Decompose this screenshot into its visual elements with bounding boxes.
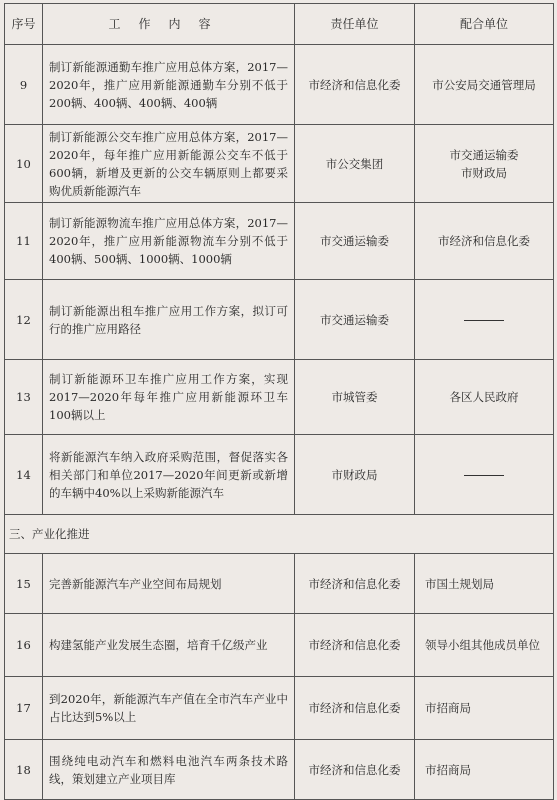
row-work: 构建氢能产业发展生态圈，培育千亿级产业: [43, 614, 295, 677]
row-resp: 市交通运输委: [295, 203, 415, 280]
row-resp: 市财政局: [295, 435, 415, 515]
table-row: [5, 45, 554, 125]
row-coop-empty: [415, 280, 554, 360]
header-row: [5, 4, 554, 45]
row-coop: 领导小组其他成员单位: [415, 614, 554, 677]
row-num: 15: [5, 554, 43, 614]
row-resp: 市交通运输委: [295, 280, 415, 360]
table-row: [5, 554, 554, 614]
section-title: 三、产业化推进: [5, 515, 554, 554]
row-coop: 市经济和信息化委: [415, 203, 554, 280]
row-num: 18: [5, 740, 43, 800]
table-row: [5, 280, 554, 360]
row-work: 围绕纯电动汽车和燃料电池汽车两条技术路线，策划建立产业项目库: [43, 740, 295, 800]
table-row: [5, 125, 554, 203]
table-row: [5, 360, 554, 435]
row-coop: 市公安局交通管理局: [415, 45, 554, 125]
row-num: 10: [5, 125, 43, 203]
row-resp: 市经济和信息化委: [295, 554, 415, 614]
row-num: 14: [5, 435, 43, 515]
row-coop: 市交通运输委 市财政局: [415, 125, 554, 203]
row-work: 将新能源汽车纳入政府采购范围，督促落实各相关部门和单位2017—2020年间更新或新增的车辆中40%以上采购新能源汽车: [43, 435, 295, 515]
row-num: 12: [5, 280, 43, 360]
row-coop: 市招商局: [415, 740, 554, 800]
row-resp: 市公交集团: [295, 125, 415, 203]
row-num: 13: [5, 360, 43, 435]
dash-line: [464, 320, 504, 321]
row-num: 17: [5, 677, 43, 740]
row-resp: 市城管委: [295, 360, 415, 435]
row-work: 到2020年，新能源汽车产值在全市汽车产业中占比达到5%以上: [43, 677, 295, 740]
work-table: [4, 3, 554, 800]
header-resp: 责任单位: [295, 4, 415, 45]
row-resp: 市经济和信息化委: [295, 614, 415, 677]
table-row: [5, 614, 554, 677]
row-coop: 各区人民政府: [415, 360, 554, 435]
row-work: 完善新能源汽车产业空间布局规划: [43, 554, 295, 614]
row-work: 制订新能源通勤车推广应用总体方案，2017—2020年，推广应用新能源通勤车分别不低于200辆、400辆、400辆、400辆: [43, 45, 295, 125]
row-coop-empty: [415, 435, 554, 515]
table-row: [5, 203, 554, 280]
row-coop: 市招商局: [415, 677, 554, 740]
row-work: 制订新能源环卫车推广应用工作方案，实现2017—2020年每年推广应用新能源环卫车100辆以上: [43, 360, 295, 435]
header-coop: 配合单位: [415, 4, 554, 45]
row-resp: 市经济和信息化委: [295, 45, 415, 125]
row-work: 制订新能源物流车推广应用总体方案，2017—2020年，推广应用新能源物流车分别不低于400辆、500辆、1000辆、1000辆: [43, 203, 295, 280]
row-num: 16: [5, 614, 43, 677]
table-row: [5, 677, 554, 740]
table-row: [5, 435, 554, 515]
row-resp: 市经济和信息化委: [295, 677, 415, 740]
table-row: [5, 740, 554, 800]
row-work: 制订新能源出租车推广应用工作方案，拟订可行的推广应用路径: [43, 280, 295, 360]
row-num: 11: [5, 203, 43, 280]
row-num: 9: [5, 45, 43, 125]
row-work: 制订新能源公交车推广应用总体方案，2017—2020年，每年推广应用新能源公交车不低于600辆，新增及更新的公交车辆原则上都要采购优质新能源汽车: [43, 125, 295, 203]
header-num: 序号: [5, 4, 43, 45]
dash-line: [464, 475, 504, 476]
row-coop: 市国土规划局: [415, 554, 554, 614]
section-row: [5, 515, 554, 554]
row-resp: 市经济和信息化委: [295, 740, 415, 800]
header-work: 工作内容: [43, 4, 295, 45]
